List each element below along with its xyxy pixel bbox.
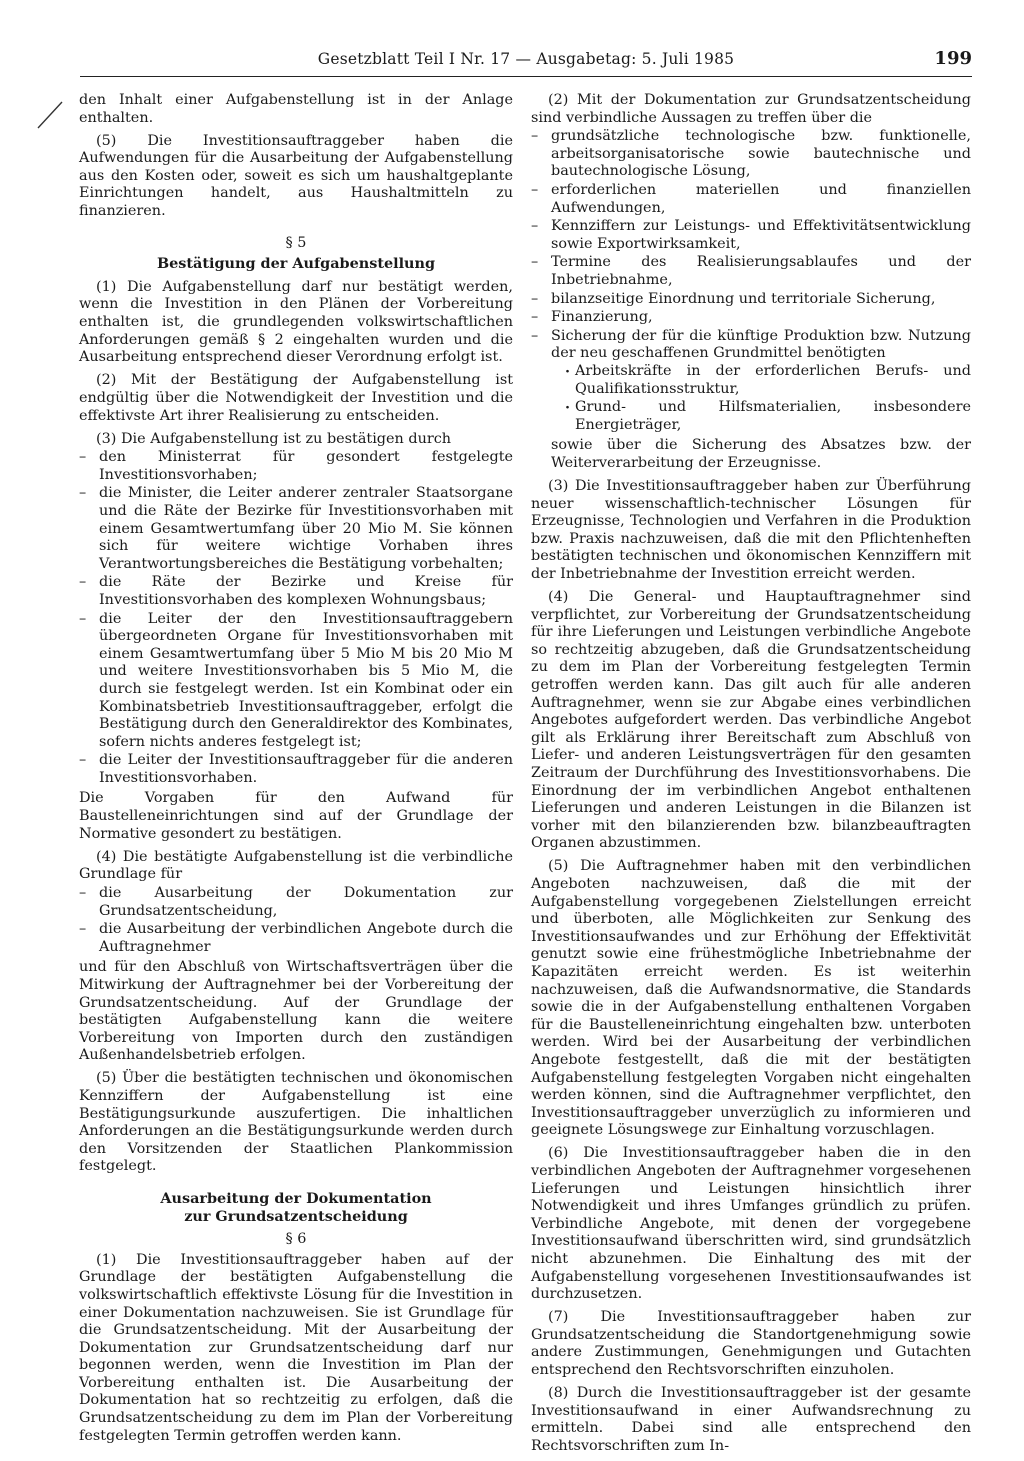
chapter-heading-line-2: zur Grundsatzentscheidung [184, 1207, 408, 1225]
section-6-number: § 6 [285, 1231, 307, 1248]
paragraph-intro: den Inhalt einer Aufgabenstellung ist in der Anlage enthalten. [79, 92, 513, 126]
list-6-2 [531, 128, 971, 434]
list-item: – den Ministerrat für gesondert festgelegte Investitionsvorhaben; [79, 449, 513, 484]
paragraph-6-5: (5) Die Auftragnehmer haben mit den verbindlichen Angeboten nachzuweisen, daß die mit der Aufgabenstellung vorgegebenen Zielstellungen erreicht und überboten, alle Möglichkeiten zur Senkung des Investitionsaufwandes und zur Erhöhung der Effektivität genutzt sowie eine frühestmögliche Inbetriebnahme der Kapazitäten erreicht werden. Es ist weiterhin nachzuweisen, daß die Aufwandsnormative, die Standards sowie die in der Aufgabenstellung enthaltenen Vorgaben für die Baustelleneinrichtung eingehalten bzw. unterboten werden. Wird bei der Ausarbeitung der verbindlichen Angebote festgestellt, daß die mit der bestätigten Aufgabenstellung festgelegten Vorgaben nicht eingehalten werden können, sind die Auftragnehmer verpflichtet, den Investitionsauftraggeber unverzüglich zu informieren und geeignete Lösungswege zur Einhaltung vorzuschlagen. [531, 858, 971, 1139]
paragraph-5-5: (5) Über die bestätigten technischen und ökonomischen Kennziffern der Aufgabenstellung ist eine Bestätigungsurkunde auszufertigen. Die inhaltlichen Anforderungen an die Bestätigungsurkunde werden durch den Vorsitzenden der Staatlichen Plankommission festgelegt. [79, 1070, 513, 1175]
paragraph-6-8: (8) Durch die Investitionsauftraggeber ist der gesamte Investitionsaufwand in einer Aufwandsrechnung zu ermitteln. Dabei sind alle entsprechend den Rechtsvorschriften zum In- [531, 1385, 971, 1454]
list-item: – Kennziffern zur Leistungs- und Effektivitätsentwicklung sowie Exportwirksamkeit, [531, 218, 971, 253]
paragraph-5-4-after: und für den Abschluß von Wirtschaftsverträgen über die Mitwirkung der Auftragnehmer bei der Vorbereitung der Grundsatzentscheidung. Auf der Grundlage der bestätigten Aufgabenstellung kann die weitere Vorbereitung von Importen durch den zuständigen Außenhandelsbetrieb erfolgen. [79, 959, 513, 1064]
list-item: – Finanzierung, [531, 309, 971, 327]
paragraph-5-4: (4) Die bestätigte Aufgabenstellung ist die verbindliche Grundlage für [79, 848, 513, 883]
left-column [79, 92, 513, 1451]
page-number: 199 [934, 48, 972, 69]
list-item: – grundsätzliche technologische bzw. funktionelle, arbeitsorganisatorische sowie bautechnische und bautechnologische Lösung, [531, 128, 971, 181]
paragraph-5-1: (1) Die Aufgabenstellung darf nur bestätigt werden, wenn die Investition in den Plänen der Vorbereitung enthalten ist, die grundlegenden volkswirtschaftlichen Anforderungen gemäß § 2 eingehalten wurden und die Ausarbeitung entsprechend dieser Verordnung erfolgt ist. [79, 278, 513, 366]
paragraph-5-3: (3) Die Aufgabenstellung ist zu bestätigen durch [96, 430, 452, 447]
paragraph-5-2: (2) Mit der Bestätigung der Aufgabenstellung ist endgültig über die Notwendigkeit der Investition und die effektivste Art ihrer Realisierung zu entscheiden. [79, 372, 513, 424]
sublist-6-2 [551, 363, 971, 434]
header-title: Gesetzblatt Teil I Nr. 17 — Ausgabetag: 5. Juli 1985 [317, 50, 735, 68]
list-item: – die Ausarbeitung der verbindlichen Angebote durch die Auftragnehmer [79, 921, 513, 956]
right-column [531, 92, 971, 1461]
margin-pen-mark [36, 96, 76, 130]
list-item: – die Minister, die Leiter anderer zentraler Staatsorgane und die Räte der Bezirke für Investitionsvorhaben mit einem Gesamtwertumfang über 20 Mio M. Sie können sich für weitere wichtige Vorhaben ihres Verantwortungsbereiches die Bestätigung vorbehalten; [79, 485, 513, 573]
paragraph-4-5: (5) Die Investitionsauftraggeber haben die Aufwendungen für die Ausarbeitung der Aufgabenstellung aus den Kosten oder, soweit es sich um haushaltgeplante Einrichtungen handelt, aus Haushaltmitteln zu finanzieren. [79, 132, 513, 220]
sublist-item: · Arbeitskräfte in der erforderlichen Berufs- und Qualifikationsstruktur, [565, 363, 971, 398]
list-continuation: sowie über die Sicherung des Absatzes bzw. der Weiterverarbeitung der Erzeugnisse. [551, 437, 971, 471]
list-item: – die Räte der Bezirke und Kreise für Investitionsvorhaben des komplexen Wohnungsbaus; [79, 574, 513, 609]
paragraph-6-1: (1) Die Investitionsauftraggeber haben auf der Grundlage der bestätigten Aufgabenstellung die volkswirtschaftlich effektivste Lösung für die Investition in einer Dokumentation nachzuweisen. Sie ist Grundlage für die Grundsatzentscheidung. Mit der Ausarbeitung der Dokumentation zur Grundsatzentscheidung darf nur begonnen werden, wenn die Investition im Plan der Vorbereitung enthalten ist. Die Ausarbeitung der Dokumentation hat so rechtzeitig zu erfolgen, daß die Grundsatzentscheidung zu dem im Plan der Vorbereitung festgelegten Termin getroffen werden kann. [79, 1251, 513, 1444]
list-item: – erforderlichen materiellen und finanziellen Aufwendungen, [531, 182, 971, 217]
paragraph-6-2: (2) Mit der Dokumentation zur Grundsatzentscheidung sind verbindliche Aussagen zu treffen über die [531, 92, 971, 126]
list-item: – bilanzseitige Einordnung und territoriale Sicherung, [531, 291, 971, 309]
list-item: – die Leiter der Investitionsauftraggeber für die anderen Investitionsvorhaben. [79, 752, 513, 787]
sublist-item: · Grund- und Hilfsmaterialien, insbesondere Energieträger, [565, 399, 971, 434]
paragraph-6-3: (3) Die Investitionsauftraggeber haben zur Überführung neuer wissenschaftlich-technischer Lösungen für Erzeugnisse, Technologien und Verfahren in die Produktion bzw. Praxis nachzuweisen, daß die mit den Pflichtenheften bestätigten technischen und ökonomischen Kennziffern mit der Inbetriebnahme der Investition erreicht werden. [531, 477, 971, 582]
paragraph-5-3-after: Die Vorgaben für den Aufwand für Baustelleneinrichtungen sind auf der Grundlage der Normative gesondert zu bestätigen. [79, 790, 513, 842]
section-5-number: § 5 [285, 234, 307, 251]
list-5-4 [79, 885, 513, 956]
list-5-3 [79, 449, 513, 787]
list-item-text: Sicherung der für die künftige Produktion bzw. Nutzung der neu geschaffenen Grundmittel benötigten [551, 327, 971, 362]
list-item: – die Ausarbeitung der Dokumentation zur Grundsatzentscheidung, [79, 885, 513, 920]
page-header [80, 42, 972, 77]
paragraph-6-4: (4) Die General- und Hauptauftragnehmer sind verpflichtet, zur Vorbereitung der Grundsatzentscheidung für ihre Lieferungen und Leistungen verbindliche Angebote so rechtzeitig abzugeben, daß die Grundsatzentscheidung zu dem im Plan der Vorbereitung festgelegten Termin getroffen werden kann. Das gilt auch für alle anderen Auftragnehmer, wenn sie zur Abgabe eines verbindlichen Angebotes aufgefordert werden. Das verbindliche Angebot gilt als Erklärung ihrer Bereitschaft zum Abschluß von Liefer- und anderen Leistungsverträgen für den gesamten Zeitraum der Durchführung des Investitionsvorhabens. Die Einordnung der im verbindlichen Angebot enthaltenen Lieferungen und anderen Leistungen in die Bilanzen ist vorher mit den bilanzierenden bzw. bilanzbeauftragten Organen abzustimmen. [531, 589, 971, 852]
list-item: – Termine des Realisierungsablaufes und der Inbetriebnahme, [531, 254, 971, 289]
list-item-with-sublist [531, 328, 971, 435]
paragraph-6-6: (6) Die Investitionsauftraggeber haben die in den verbindlichen Angeboten der Auftragnehmer vorgesehenen Lieferungen und Leistungen hinsichtlich ihrer Notwendigkeit und ihres Umfanges gründlich zu prüfen. Verbindliche Angebote, mit denen der vorgegebene Investitionsaufwand überschritten wird, sind grundsätzlich nicht abzunehmen. Die Einhaltung des mit der Aufgabenstellung vorgesehenen Investitionsaufwandes ist durchzusetzen. [531, 1145, 971, 1303]
section-5-heading: Bestätigung der Aufgabenstellung [156, 255, 436, 273]
list-item: – die Leiter der den Investitionsauftraggebern übergeordneten Organe für Investitionsvorhaben mit einem Gesamtwertumfang über 5 Mio M bis 20 Mio M und weitere Investitionsvorhaben bis 5 Mio M, die durch sie festgelegt werden. Ist ein Kombinat oder ein Kombinatsbetrieb Investitionsauftraggeber, erfolgt die Bestätigung durch den Generaldirektor des Kombinates, sofern nichts anderes festgelegt ist; [79, 611, 513, 752]
chapter-heading-line-1: Ausarbeitung der Dokumentation [160, 1189, 432, 1207]
paragraph-6-7: (7) Die Investitionsauftraggeber haben zur Grundsatzentscheidung die Standortgenehmigung sowie andere Zustimmungen, Genehmigungen und Gutachten entsprechend den Rechtsvorschriften einzuholen. [531, 1309, 971, 1379]
